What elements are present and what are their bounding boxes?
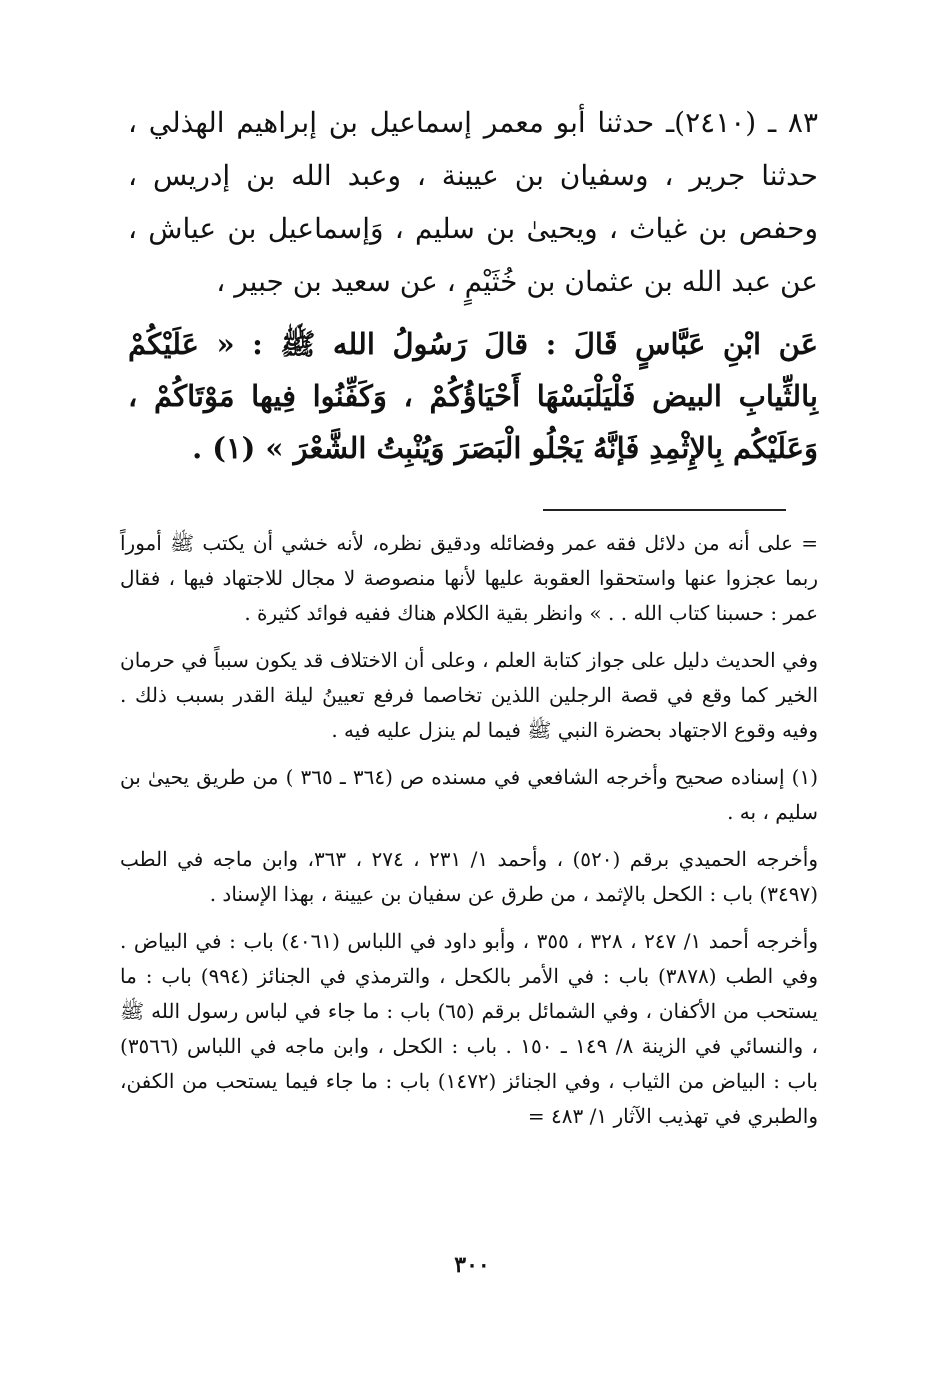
hadith-text [128,318,818,474]
page-number: ٣٠٠ [454,1252,490,1278]
footnote-separator [543,509,786,511]
isnad-paragraph: ٨٣ ـ (٢٤١٠)ـ حدثنا أبو معمر إسماعيل بن إبراهيم الهذلي ، حدثنا جرير ، وسفيان بن عيينة ، وعبد الله بن إدريس ، وحفص بن غياث ، ويحيىٰ بن سليم ، وَإسماعيل بن عياش ، عن عبد الله بن عثمان بن خُثَيْمٍ ، عن سعيد بن جبير ، [128,106,818,298]
footnote-1-part-b: وأخرجه الحميدي برقم (٥٢٠) ، وأحمد ١/ ٢٣١ ، ٢٧٤ ، ٣٦٣، وابن ماجه في الطب (٣٤٩٧) باب : الكحل بالإثمد ، من طرق عن سفيان بن عيينة ، بهذا الإسناد . [120,847,819,906]
footnote-continuation: وفي الحديث دليل على جواز كتابة العلم ، وعلى أن الاختلاف قد يكون سبباً في حرمان الخير كما وقع في قصة الرجلين اللذين تخاصما فرفع تعيينُ ليلة القدر بسبب ذلك . وفيه وقوع الاجتهاد بحضرة النبي ﷺ فيما لم ينزل عليه فيه . [120,648,819,742]
footnotes [120,526,818,1148]
footnote-continuation: = على أنه من دلائل فقه عمر وفضائله ودقيق نظره، لأنه خشي أن يكتب ﷺ أموراً ربما عجزوا عنها واستحقوا العقوبة عليها لأنها منصوصة لا مجال للاجتهاد فيها ، فقال عمر : حسبنا كتاب الله . . » وانظر بقية الكلام هناك ففيه فوائد كثيرة . [120,531,818,625]
hadith-paragraph: عَن ابْنِ عَبَّاسٍ قَالَ : قالَ رَسُولُ الله ﷺ : « عَلَيْكُمْ بِالثِّيابِ البيض فَلْيَلْبَسْهَا أَحْيَاؤُكُمْ ، وَكَفِّنُوا فِيها مَوْتَاكُمْ ، وَعَلَيْكُم بِالإِثْمِدِ فَإنَّهُ يَجْلُو الْبَصَرَ وَيُنْبِتُ الشَّعْرَ » (١) . [128,327,818,465]
footnote-1: (١) إسناده صحيح وأخرجه الشافعي في مسنده ص (٣٦٤ ـ ٣٦٥ ) من طريق يحيىٰ بن سليم ، به . [120,765,819,824]
isnad-text [128,96,818,308]
footnote-1-part-c: وأخرجه أحمد ١/ ٢٤٧ ، ٣٢٨ ، ٣٥٥ ، وأبو داود في اللباس (٤٠٦١) باب : في البياض . وفي الطب (٣٨٧٨) باب : في الأمر بالكحل ، والترمذي في الجنائز (٩٩٤) باب : ما يستحب من الأكفان ، وفي الشمائل برقم (٦٥) باب : ما جاء في لباس رسول الله ﷺ ، والنسائي في الزينة ٨/ ١٤٩ ـ ١٥٠ . باب : الكحل ، وابن ماجه في اللباس (٣٥٦٦) باب : البياض من الثياب ، وفي الجنائز (١٤٧٢) باب : ما جاء فيما يستحب من الكفن، والطبري في تهذيب الآثار ١/ ٤٨٣ = [120,929,818,1128]
